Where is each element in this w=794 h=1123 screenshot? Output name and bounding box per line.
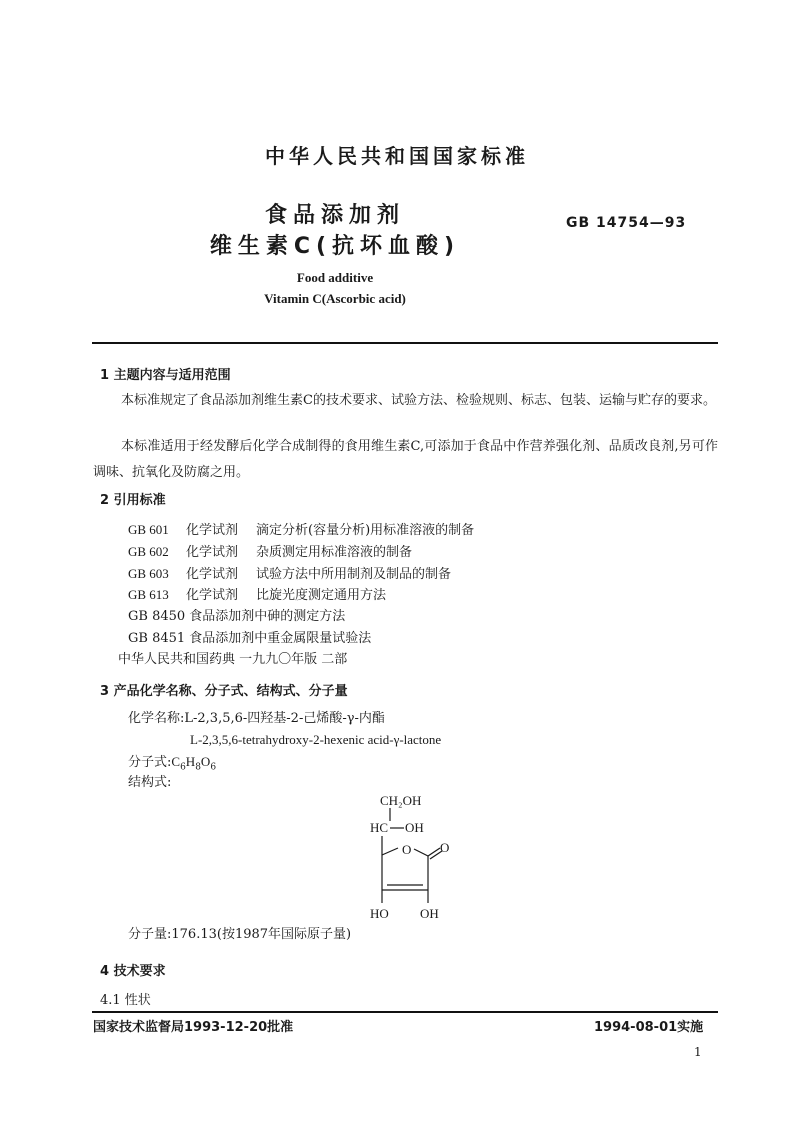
section1-para1: 本标准规定了食品添加剂维生素C的技术要求、试验方法、检验规则、标志、包装、运输与贮存的要求。 bbox=[121, 393, 716, 408]
formula-label: 分子式: bbox=[128, 755, 172, 770]
title-en-line1: Food additive bbox=[296, 270, 374, 285]
bond-carbonyl-1 bbox=[428, 848, 440, 856]
structural-formula bbox=[360, 790, 470, 925]
title-cn-line1: 食品添加剂 bbox=[264, 203, 405, 228]
reference-category: 化学试剂 bbox=[186, 567, 239, 582]
reference-item bbox=[128, 541, 412, 560]
reference-code: GB 602 bbox=[128, 544, 169, 559]
ch2oh-label: CH₂OH bbox=[380, 793, 422, 808]
section1-para2: 本标准适用于经发酵后化学合成制得的食用维生素C,可添加于食品中作营养强化剂、品质改良剂,另可作调味、抗氧化及防腐之用。 bbox=[93, 439, 718, 480]
reference-code: GB 601 bbox=[128, 522, 169, 537]
page-number: 1 bbox=[694, 1045, 702, 1059]
reference-title: 比旋光度测定通用方法 bbox=[256, 588, 387, 603]
section3-heading: 3 产品化学名称、分子式、结构式、分子量 bbox=[100, 684, 348, 699]
carbonyl-oxygen-label: O bbox=[440, 840, 450, 855]
reference-category: 化学试剂 bbox=[186, 545, 239, 560]
structure-label: 结构式: bbox=[128, 775, 172, 790]
formula-h-count: 8 bbox=[195, 762, 201, 773]
title-cn-line2: 维生素C(抗坏血酸) bbox=[209, 234, 461, 259]
ho-left-label: HO bbox=[370, 906, 389, 921]
reference-item-8450: GB 8450 食品添加剂中砷的测定方法 bbox=[128, 609, 346, 624]
reference-title: 杂质测定用标准溶液的制备 bbox=[256, 545, 413, 560]
approval-date: 国家技术监督局1993-12-20批准 bbox=[93, 1020, 294, 1035]
header-divider bbox=[92, 342, 718, 344]
reference-item bbox=[128, 519, 474, 538]
implementation-date: 1994-08-01实施 bbox=[594, 1020, 704, 1035]
chemical-name-en: L-2,3,5,6-tetrahydroxy-2-hexenic acid-γ-lactone bbox=[190, 732, 442, 747]
bond-ring-o-c1 bbox=[414, 849, 428, 856]
reference-item bbox=[128, 563, 451, 582]
section2-heading: 2 引用标准 bbox=[100, 493, 166, 508]
reference-code: GB 613 bbox=[128, 587, 169, 602]
section1-heading: 1 主题内容与适用范围 bbox=[100, 368, 231, 383]
molecular-weight: 分子量:176.13(按1987年国际原子量) bbox=[128, 927, 352, 942]
reference-item-8451: GB 8451 食品添加剂中重金属限量试验法 bbox=[128, 631, 372, 646]
formula-o: O bbox=[200, 754, 211, 769]
section4-1-heading: 4.1 性状 bbox=[100, 993, 151, 1008]
standard-code: GB 14754—93 bbox=[566, 215, 687, 231]
reference-category: 化学试剂 bbox=[186, 588, 239, 603]
bond-carbonyl-2 bbox=[430, 851, 442, 859]
reference-category: 化学试剂 bbox=[186, 523, 239, 538]
oh-side-label: OH bbox=[405, 820, 424, 835]
oh-right-label: OH bbox=[420, 906, 439, 921]
footer-divider bbox=[92, 1011, 718, 1013]
formula-o-count: 6 bbox=[210, 762, 217, 773]
formula-c-count: 6 bbox=[180, 762, 186, 773]
national-standard-title: 中华人民共和国国家标准 bbox=[265, 144, 529, 168]
title-en-line2: Vitamin C(Ascorbic acid) bbox=[264, 291, 406, 306]
reference-title: 试验方法中所用制剂及制品的制备 bbox=[256, 567, 452, 582]
reference-title: 滴定分析(容量分析)用标准溶液的制备 bbox=[256, 523, 475, 538]
section4-heading: 4 技术要求 bbox=[100, 964, 166, 979]
ring-oxygen-label: O bbox=[402, 842, 412, 857]
formula-c: C bbox=[171, 754, 181, 769]
reference-pharmacopoeia: 中华人民共和国药典 一九九〇年版 二部 bbox=[118, 652, 348, 667]
bond-ring-c4-o bbox=[382, 848, 398, 855]
hc-label: HC bbox=[370, 820, 389, 835]
formula-h: H bbox=[185, 754, 196, 769]
reference-code: GB 603 bbox=[128, 566, 169, 581]
chemical-name-cn: 化学名称:L-2,3,5,6-四羟基-2-己烯酸-γ-内酯 bbox=[128, 711, 385, 726]
reference-item bbox=[128, 584, 386, 603]
